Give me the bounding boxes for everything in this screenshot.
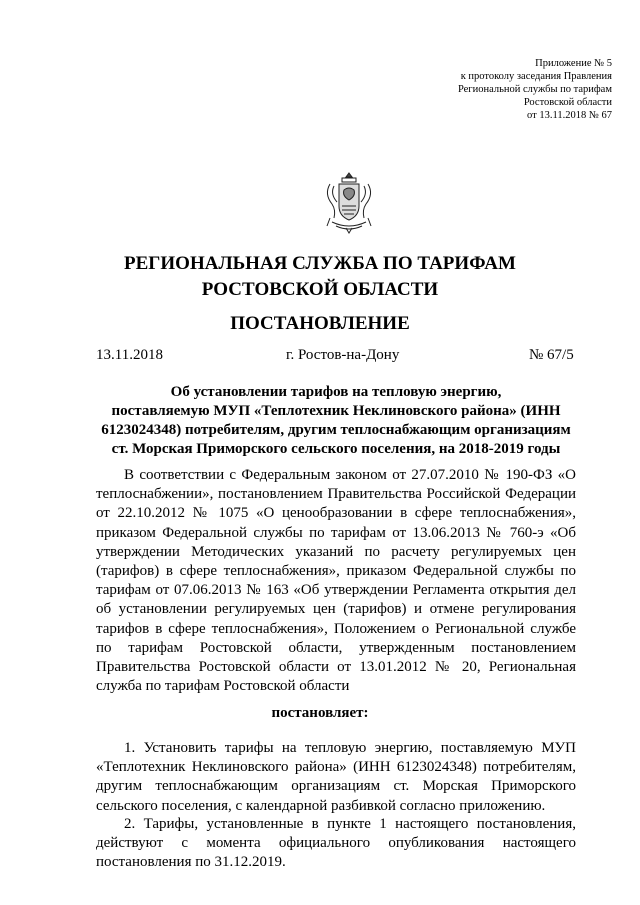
annex-note: [352, 57, 612, 122]
annex-line: Региональной службы по тарифам: [457, 84, 612, 95]
coat-of-arms-icon: [322, 170, 376, 236]
document-place: г. Ростов-на-Дону: [286, 347, 400, 363]
subject-line: ст. Морская Приморского сельского поселения, на 2018-2019 годы: [111, 441, 561, 457]
org-line-2: РОСТОВСКОЙ ОБЛАСТИ: [201, 279, 439, 300]
preamble-paragraph: В соответствии с Федеральным законом от 27.07.2010 № 190-ФЗ «О теплоснабжении», постановлением Правительства Российской Федерации от 22.10.2012 № 1075 «О ценообразовании в сфере теплоснабжения», приказом Федеральной службы по тарифам от 13.06.2013 № 760-э «Об утверждении Методических указаний по расчету регулируемых цен (тарифов) в сфере теплоснабжения», приказом Федеральной службы по тарифам от 07.06.2013 № 163 «Об утверждении Регламента открытия дел об установлении регулируемых цен (тарифов) и отмене регулирования тарифов в сфере теплоснабжения», Положением о Региональной службе по тарифам Ростовской области, утвержденным постановлением Правительства Ростовской области от 13.01.2012 № 20, Региональная служба по тарифам Ростовской области: [96, 467, 576, 695]
annex-line: Приложение № 5: [535, 58, 612, 69]
organization-name: [0, 251, 640, 303]
subject-line: 6123024348) потребителям, другим теплоснабжающим организациям: [101, 422, 571, 438]
annex-line: к протоколу заседания Правления: [460, 71, 612, 82]
clause-2: 2. Тарифы, установленные в пункте 1 настоящего постановления, действуют с момента официального опубликования настоящего постановления по 31.12.2019.: [96, 816, 576, 871]
document-date: 13.11.2018: [96, 347, 163, 363]
document-number: № 67/5: [529, 347, 574, 363]
resolves-heading: постановляет:: [271, 705, 369, 721]
subject-line: поставляемую МУП «Теплотехник Неклиновского района» (ИНН: [111, 403, 561, 419]
annex-line: Ростовской области: [523, 97, 612, 108]
annex-line: от 13.11.2018 № 67: [527, 110, 612, 121]
document-subject: [96, 383, 576, 459]
clause-1: 1. Установить тарифы на тепловую энергию, поставляемую МУП «Теплотехник Неклиновского района» (ИНН 6123024348) потребителям, другим теплоснабжающим организациям ст. Морская Приморского сельского поселения, с календарной разбивкой согласно приложению.: [96, 740, 576, 814]
document-type: ПОСТАНОВЛЕНИЕ: [230, 313, 410, 334]
org-line-1: РЕГИОНАЛЬНАЯ СЛУЖБА ПО ТАРИФАМ: [124, 253, 516, 274]
subject-line: Об установлении тарифов на тепловую энергию,: [170, 384, 502, 400]
